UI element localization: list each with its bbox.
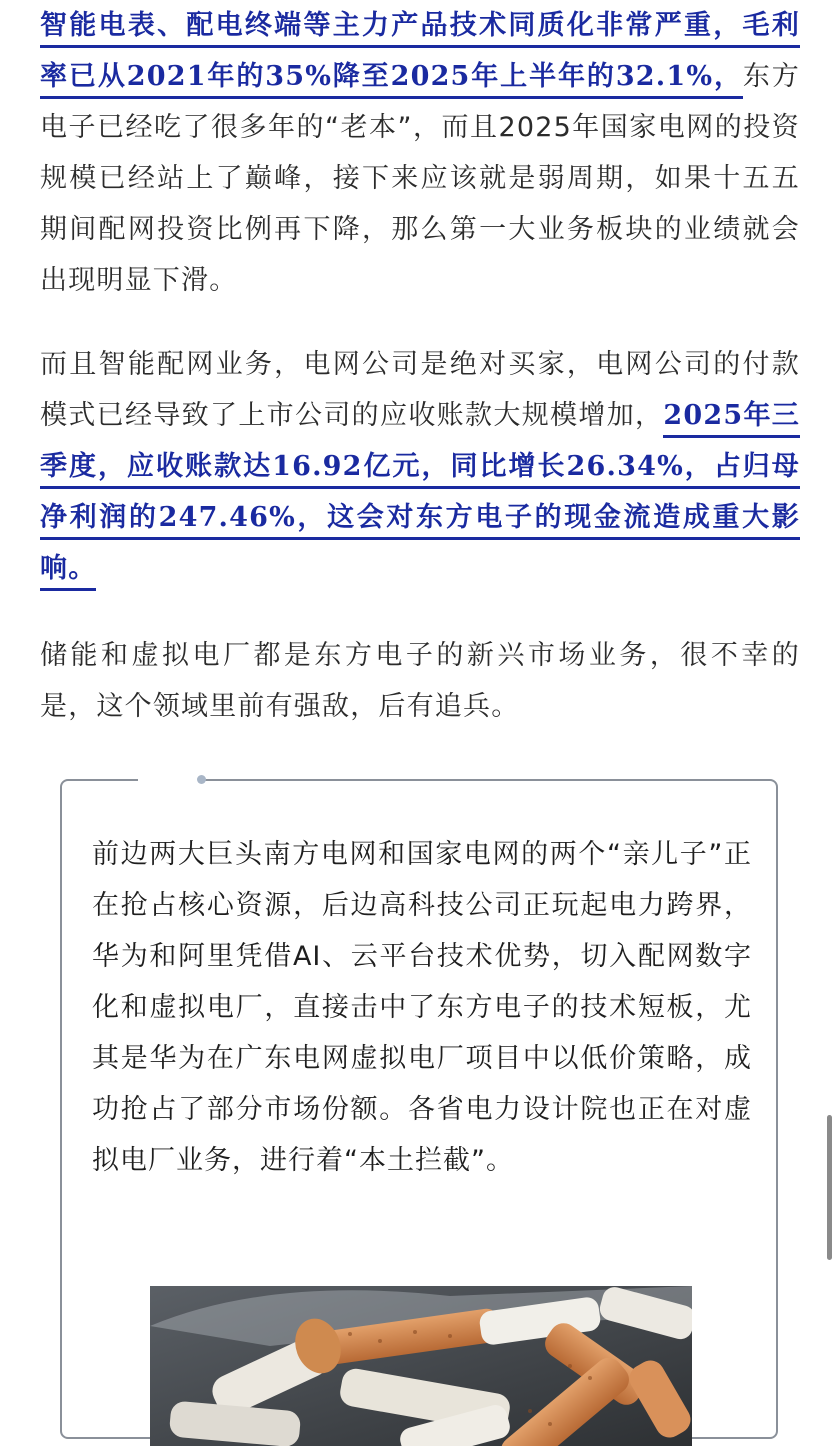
quote-dot-decoration [197,775,206,784]
paragraph-receivables [40,339,800,594]
highlight-margin-decline: 智能电表、配电终端等主力产品技术同质化非常严重，毛利率已从2021年的35%降至2025年上半年的32.1%， [40,10,800,99]
quote-border-gap [138,777,202,785]
paragraph-receivables-text: 而且智能配网业务，电网公司是绝对买家，电网公司的付款模式已经导致了上市公司的应收账款大规模增加， [40,349,800,431]
paragraph-margin-decline [40,0,800,306]
highlight-receivables: 2025年三季度，应收账款达16.92亿元，同比增长26.34%，占归母净利润的247.46%，这会对东方电子的现金流造成重大影响。 [40,400,800,591]
cigarette-butts-photo[interactable] [150,1286,692,1446]
paragraph-margin-decline-text: 东方电子已经吃了很多年的“老本”，而且2025年国家电网的投资规模已经站上了巅峰，接下来应该就是弱周期，如果十五五期间配网投资比例再下降，那么第一大业务板块的业绩就会出现明显下滑。 [40,61,800,296]
cigarette-butts-image [150,1286,692,1446]
quote-text: 前边两大巨头南方电网和国家电网的两个“亲儿子”正在抢占核心资源，后边高科技公司正玩起电力跨界，华为和阿里凭借AI、云平台技术优势，切入配网数字化和虚拟电厂，直接击中了东方电子的技术短板，尤其是华为在广东电网虚拟电厂项目中以低价策略，成功抢占了部分市场份额。各省电力设计院也正在对虚拟电厂业务，进行着“本土拦截”。 [92,839,752,1176]
scrollbar-thumb[interactable] [827,1115,832,1260]
paragraph-new-markets: 储能和虚拟电厂都是东方电子的新兴市场业务，很不幸的是，这个领域里前有强敌，后有追兵。 [40,640,800,722]
quote-box [60,779,778,1439]
